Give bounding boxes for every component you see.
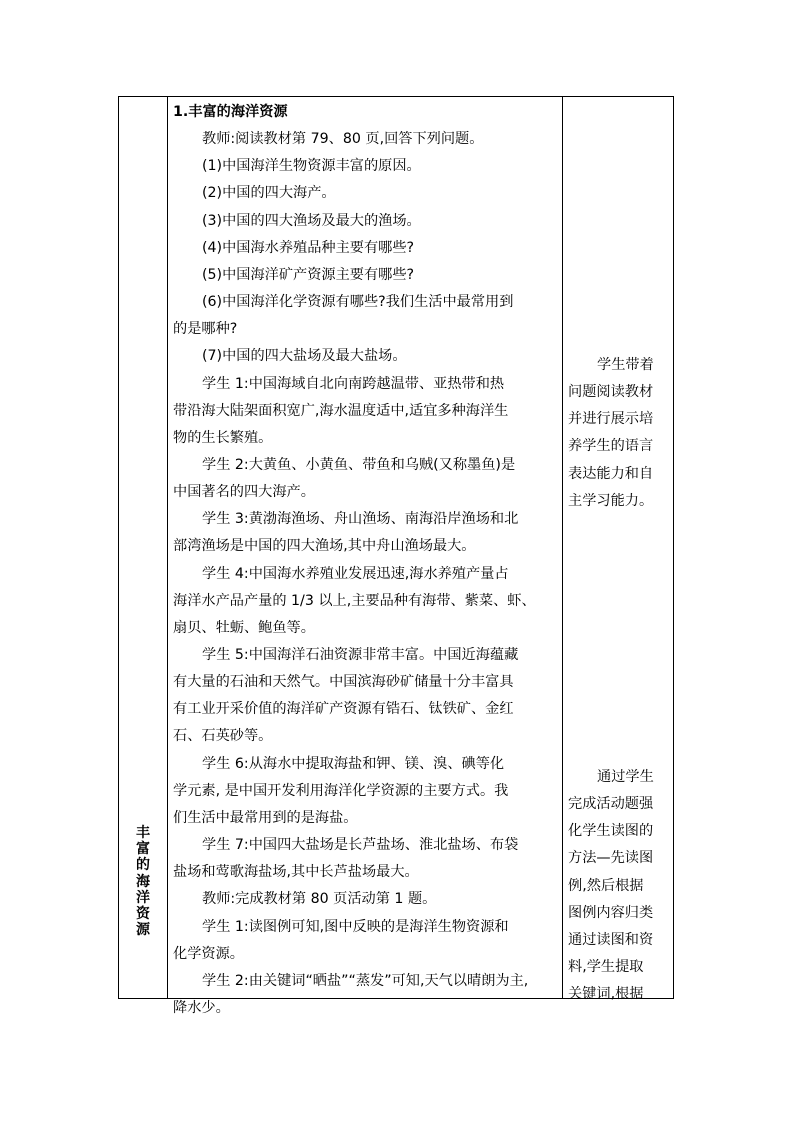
section-label-char: 源 — [136, 922, 150, 939]
section-label-char: 海 — [136, 873, 150, 890]
content-line: 教师:完成教材第 80 页活动第 1 题。 — [202, 891, 437, 908]
content-line: (5)中国海洋矿产资源主要有哪些? — [202, 266, 415, 283]
content-line: 的是哪种? — [173, 321, 238, 338]
design-note-line: 图例内容归类 — [568, 904, 654, 921]
content-line: 教师:阅读教材第 79、80 页,回答下列问题。 — [202, 131, 484, 148]
section-label-char: 富 — [136, 841, 150, 858]
content-line: 海洋水产品产量的 1/3 以上,主要品种有海带、紫菜、虾、 — [173, 592, 536, 609]
content-line: 有大量的石油和天然气。中国滨海砂矿储量十分丰富具 — [173, 674, 514, 691]
content-line: 学生 5:中国海洋石油资源非常丰富。中国近海蕴藏 — [202, 647, 519, 663]
content-line: 学生 1:读图例可知,图中反映的是海洋生物资源和 — [202, 918, 509, 935]
content-line: 物的生长繁殖。 — [173, 429, 273, 446]
content-line: 扇贝、牡蛎、鲍鱼等。 — [173, 619, 315, 636]
design-intent-column — [562, 97, 675, 1003]
content-line: 学生 6:从海水中提取海盐和钾、镁、溴、碘等化 — [202, 755, 505, 772]
content-line: 中国著名的四大海产。 — [173, 484, 315, 501]
design-note-line: 关键词,根据 — [568, 986, 644, 1003]
design-note-line: 例,然后根据 — [568, 877, 644, 894]
section-label-char: 洋 — [136, 889, 150, 906]
design-note-line: 方法—先读图 — [568, 850, 654, 867]
content-line: 学生 7:中国四大盐场是长芦盐场、淮北盐场、布袋 — [202, 837, 519, 854]
content-line: 们生活中最常用到的是海盐。 — [173, 809, 358, 826]
content-line: 盐场和莺歌海盐场,其中长芦盐场最大。 — [173, 864, 419, 881]
section-column — [119, 97, 167, 998]
lesson-content-column — [167, 97, 561, 1016]
section-label-char: 的 — [136, 857, 150, 874]
content-line: 有工业开采价值的海洋矿产资源有锆石、钛铁矿、金红 — [173, 701, 514, 718]
content-line: 学生 2:由关键词“晒盐”“蒸发”可知,天气以晴朗为主, — [202, 972, 529, 989]
design-note-line: 通过学生 — [597, 769, 654, 785]
content-line: 学生 2:大黄鱼、小黄鱼、带鱼和乌贼(又称墨鱼)是 — [202, 456, 516, 473]
content-line: 部湾渔场是中国的四大渔场,其中舟山渔场最大。 — [173, 538, 476, 555]
content-line: (1)中国海洋生物资源丰富的原因。 — [202, 158, 421, 175]
content-line: (7)中国的四大盐场及最大盐场。 — [202, 348, 407, 365]
design-note-line: 料,学生提取 — [568, 959, 644, 976]
content-line: 降水少。 — [173, 999, 230, 1016]
content-line: 带沿海大陆架面积宽广,海水温度适中,适宜多种海洋生 — [173, 402, 509, 419]
content-line: 石、石英砂等。 — [173, 728, 273, 745]
design-note-line: 表达能力和自 — [568, 465, 654, 482]
design-note-line: 养学生的语言 — [568, 438, 654, 455]
design-note-line: 主学习能力。 — [568, 492, 654, 509]
design-note-line: 完成活动题强 — [568, 796, 654, 813]
section-heading: 1.丰富的海洋资源 — [173, 104, 288, 120]
content-line: (3)中国的四大渔场及最大的渔场。 — [202, 212, 421, 229]
design-note-line: 化学生读图的 — [568, 823, 654, 840]
design-note-line: 问题阅读教材 — [568, 384, 654, 401]
design-note-line: 通过读图和资 — [568, 931, 654, 948]
content-line: 化学资源。 — [173, 945, 244, 962]
content-line: 学生 3:黄渤海渔场、舟山渔场、南海沿岸渔场和北 — [202, 511, 519, 528]
design-note-line: 并进行展示培 — [568, 411, 654, 428]
content-line: 学元素, 是中国开发利用海洋化学资源的主要方式。我 — [173, 782, 509, 799]
section-label-char: 丰 — [136, 825, 150, 841]
content-line: (4)中国海水养殖品种主要有哪些? — [202, 239, 415, 256]
content-line: 学生 1:中国海域自北向南跨越温带、亚热带和热 — [202, 375, 505, 392]
design-note-line: 学生带着 — [597, 357, 654, 373]
content-line: 学生 4:中国海水养殖业发展迅速,海水养殖产量占 — [202, 565, 509, 582]
content-line: (6)中国海洋化学资源有哪些?我们生活中最常用到 — [202, 294, 514, 311]
section-label-char: 资 — [136, 906, 150, 923]
content-line: (2)中国的四大海产。 — [202, 185, 336, 202]
lesson-table — [118, 96, 674, 1016]
section-label — [119, 825, 167, 938]
